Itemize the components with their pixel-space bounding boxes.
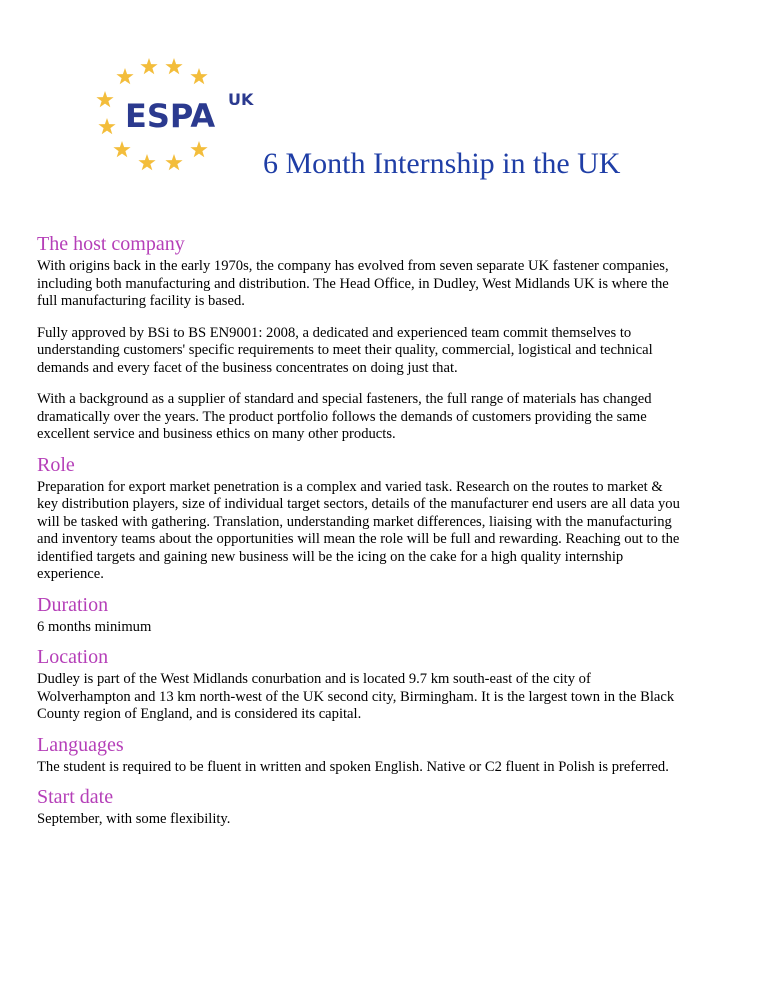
paragraph: The student is required to be fluent in written and spoken English. Native or C2 fluent in Polish is preferred.	[37, 758, 669, 775]
paragraph: Fully approved by BSi to BS EN9001: 2008, a dedicated and experienced team commit themselves to understanding customers' specific requirements to meet their quality, commercial, logistical and technical demands and every facet of the business concentrates on doing just that.	[37, 324, 653, 376]
star-icon	[96, 91, 113, 107]
star-icon	[190, 141, 207, 157]
paragraph: Preparation for export market penetration is a complex and varied task. Research on the routes to market & key distribution players, size of individual target sectors, details of the manufacturer end users are all data you will be tasked with gathering. Translation, understanding market differences, liaising with the manufacturing and inventory teams about the opportunities will mean the role will be full and rewarding. Reaching out to the identified targets and gaining new business will be the icing on the cake for a high quality internship experience.	[37, 478, 680, 582]
document-body	[37, 232, 687, 838]
section-heading: Duration	[37, 593, 109, 616]
star-icon	[140, 58, 157, 74]
paragraph: With a background as a supplier of standard and special fasteners, the full range of materials has changed dramatically over the years. The product portfolio follows the demands of customers providing the same excellent service and business ethics on many other products.	[37, 391, 652, 442]
star-icon	[138, 154, 155, 170]
espa-uk-logo	[92, 52, 262, 177]
star-icon	[98, 118, 115, 134]
section-heading: Languages	[37, 733, 124, 756]
logo-wordmark: ESPA	[125, 97, 216, 135]
espa-logo-graphic	[92, 52, 262, 177]
star-icon	[113, 141, 130, 157]
star-icon	[165, 154, 182, 170]
paragraph: With origins back in the early 1970s, the company has evolved from seven separate UK fastener companies, including both manufacturing and distribution. The Head Office, in Dudley, West Midlands UK is where the full manufacturing facility is based.	[37, 258, 669, 309]
star-icon	[165, 58, 182, 74]
star-icon	[190, 68, 207, 84]
section-duration	[37, 593, 687, 637]
section-host-company	[37, 232, 687, 444]
paragraph: Dudley is part of the West Midlands conurbation and is located 9.7 km south-east of the city of Wolverhampton and 13 km north-west of the UK second city, Birmingham. It is the largest town in the Black County region of England, and is considered its capital.	[37, 671, 675, 722]
star-icon	[116, 68, 133, 84]
section-heading: Location	[37, 646, 109, 668]
section-role	[37, 453, 687, 584]
paragraph: September, with some flexibility.	[37, 811, 231, 827]
section-languages	[37, 733, 687, 777]
logo-suffix: UK	[228, 90, 254, 109]
section-heading: Role	[37, 453, 75, 476]
section-heading: The host company	[37, 233, 185, 255]
section-heading: Start date	[37, 786, 114, 808]
document-title: 6 Month Internship in the UK	[263, 147, 621, 180]
section-location	[37, 645, 687, 724]
paragraph: 6 months minimum	[37, 618, 152, 635]
section-start-date	[37, 785, 687, 829]
